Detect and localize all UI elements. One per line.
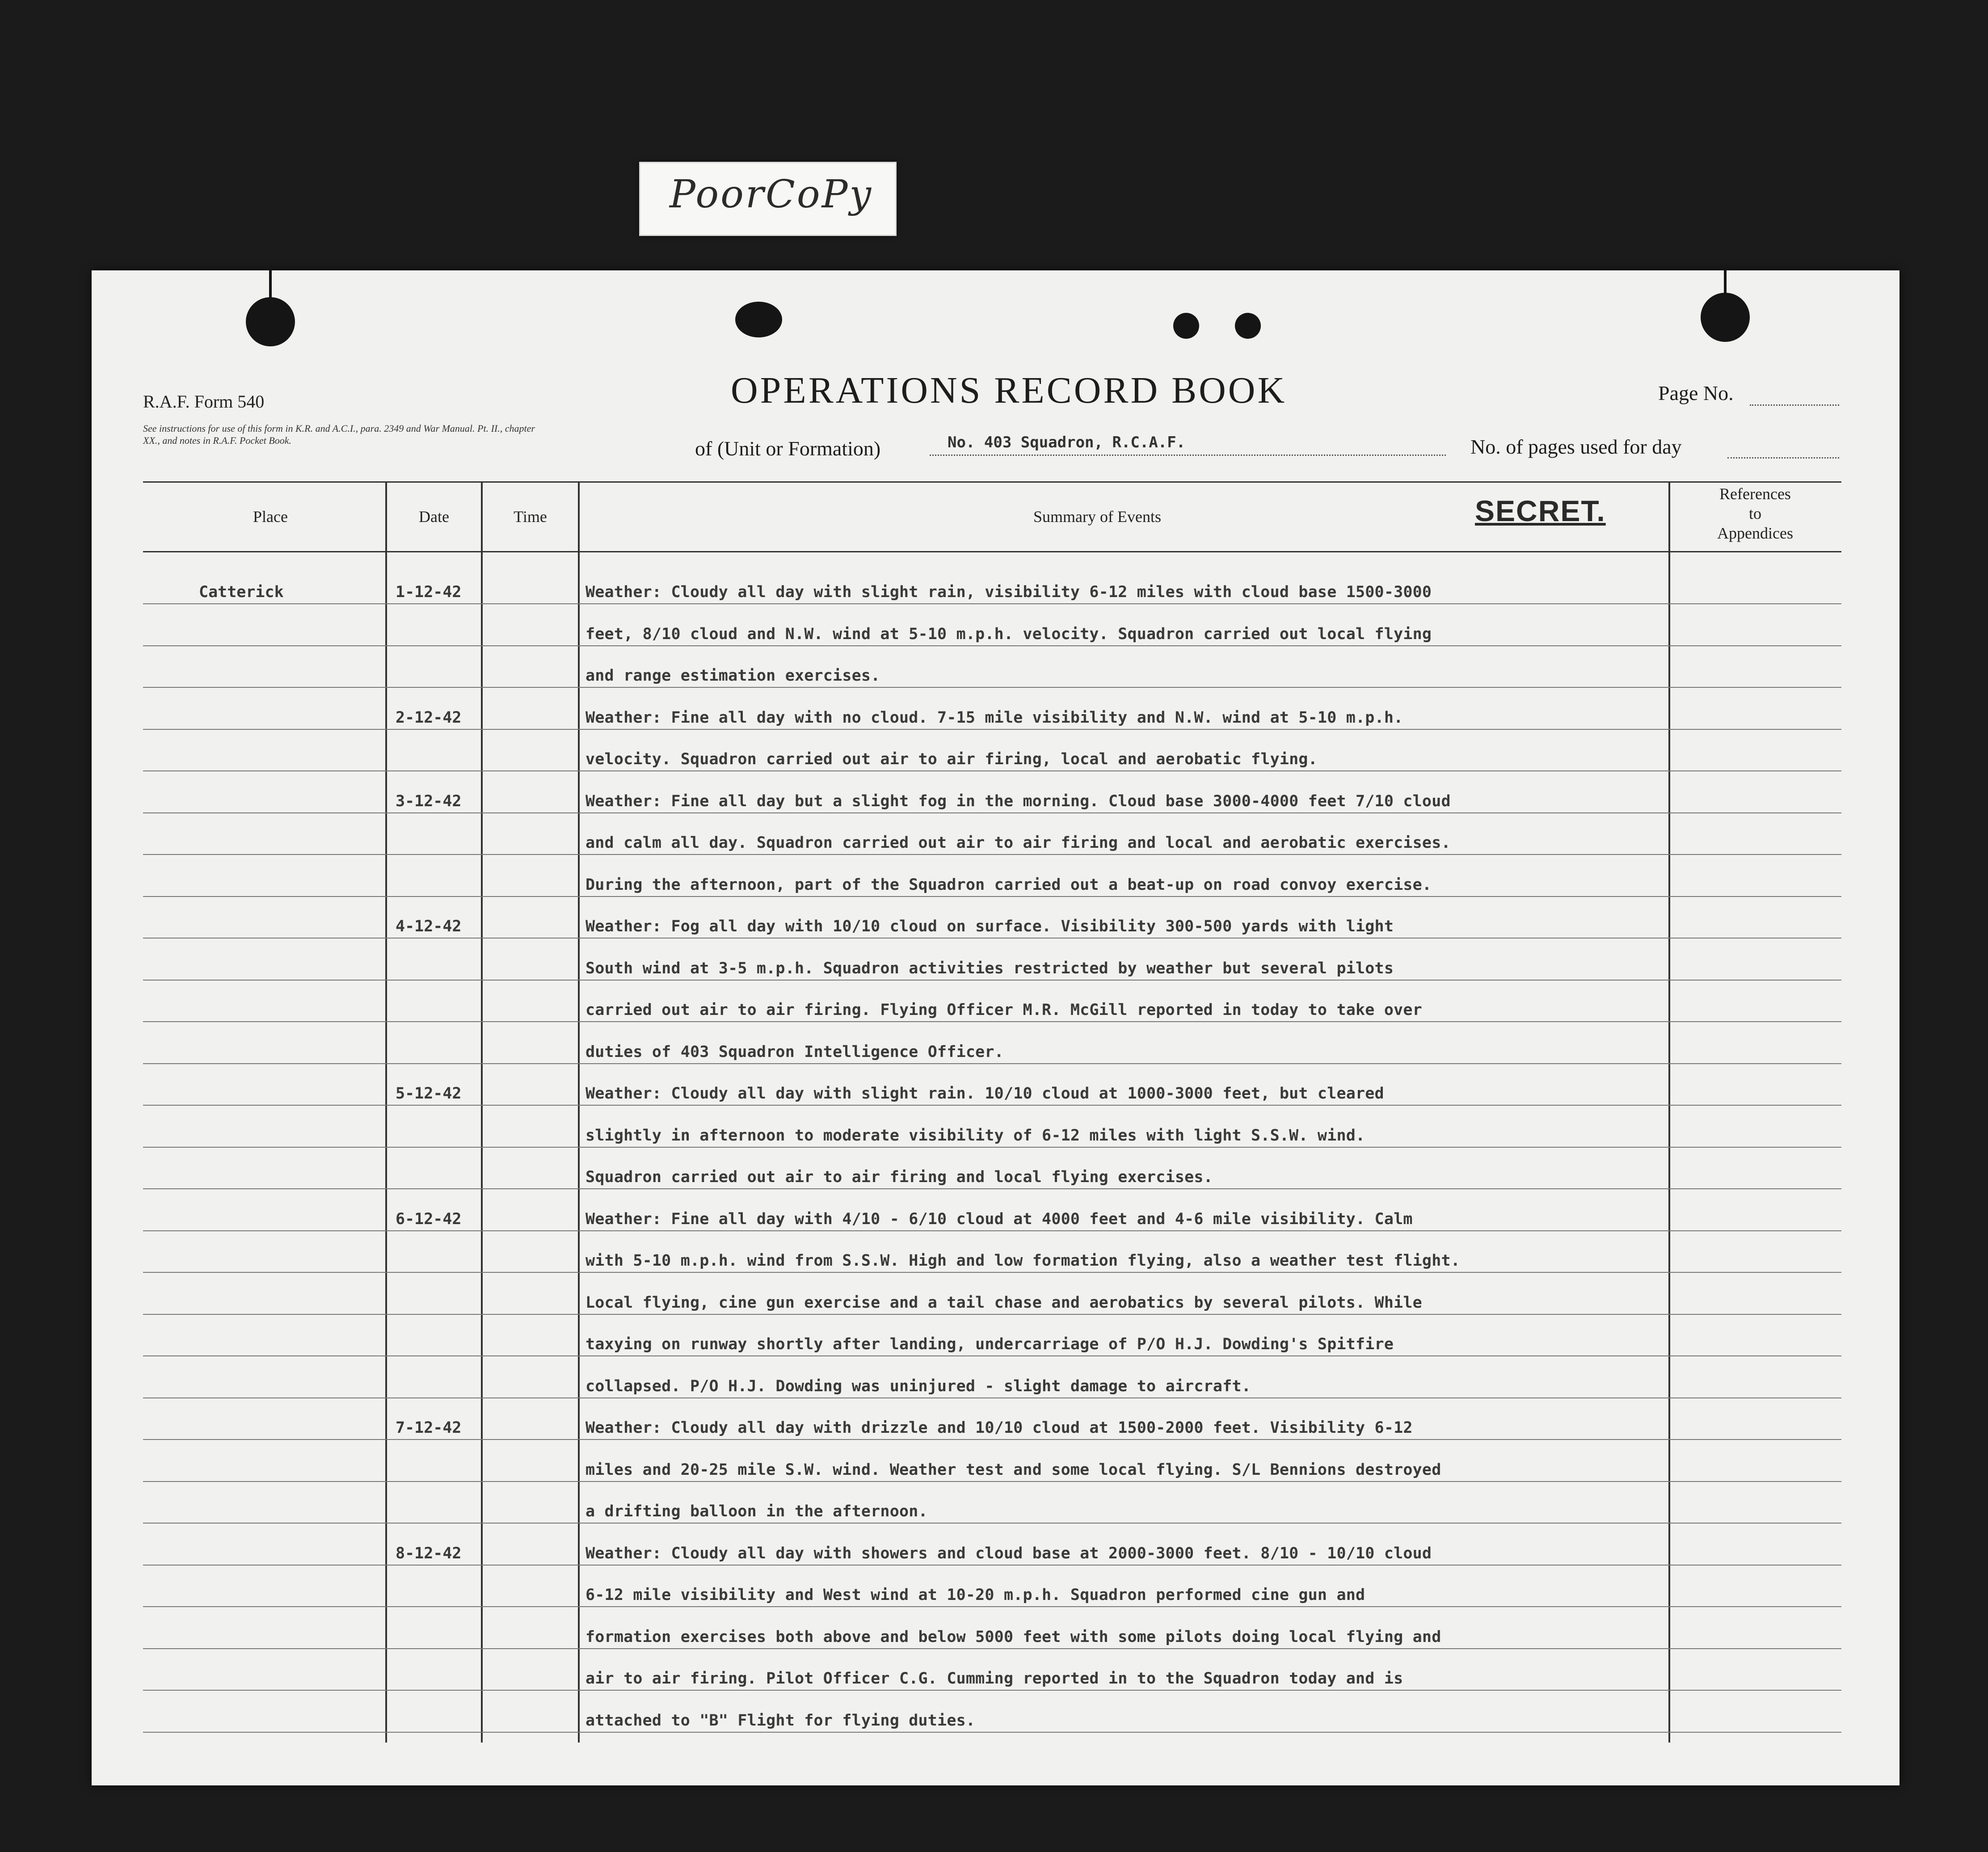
entry-summary-line: Weather: Cloudy all day with drizzle and 10/10 cloud at 1500-2000 feet. Visibility 6-12	[585, 1419, 1413, 1437]
ruled-line	[143, 1397, 1841, 1398]
ruled-line	[143, 1230, 1841, 1231]
ruled-line	[143, 1314, 1841, 1315]
entry-summary-line: South wind at 3-5 m.p.h. Squadron activities restricted by weather but several pilots	[585, 960, 1394, 977]
ruled-line	[143, 770, 1841, 771]
entry-summary-line: During the afternoon, part of the Squadron carried out a beat-up on road convoy exercise.	[585, 876, 1432, 894]
ruled-line	[143, 687, 1841, 688]
ink-spot	[1235, 313, 1261, 339]
entry-summary-line: carried out air to air firing. Flying Officer M.R. McGill reported in today to take over	[585, 1001, 1422, 1019]
binder-hole-left	[246, 297, 295, 346]
unit-value: No. 403 Squadron, R.C.A.F.	[930, 430, 1446, 456]
table-top-rule	[143, 481, 1841, 483]
ruled-line	[143, 1021, 1841, 1022]
entry-summary-line: formation exercises both above and below 5000 feet with some pilots doing local flying and	[585, 1628, 1441, 1646]
entry-summary-line: Weather: Fine all day but a slight fog in the morning. Cloud base 3000-4000 feet 7/10 cloud	[585, 792, 1451, 810]
page-title: OPERATIONS RECORD BOOK	[731, 370, 1287, 411]
entry-date: 3-12-42	[396, 792, 462, 810]
entry-summary-line: Weather: Cloudy all day with slight rain, visibility 6-12 miles with cloud base 1500-3000	[585, 583, 1432, 601]
ruled-line	[143, 1565, 1841, 1566]
entry-summary-line: Squadron carried out air to air firing and local flying exercises.	[585, 1168, 1213, 1186]
entry-summary-line: Weather: Fog all day with 10/10 cloud on surface. Visibility 300-500 yards with light	[585, 918, 1394, 935]
ink-blot	[735, 302, 782, 337]
form-instructions: See instructions for use of this form in K.R. and A.C.I., para. 2349 and War Manual. Pt. II., chapter XX., and notes in R.A.F. Pocket Book.	[143, 423, 535, 446]
entry-summary-line: slightly in afternoon to moderate visibility of 6-12 miles with light S.S.W. wind.	[585, 1127, 1365, 1145]
page-number-field	[1750, 404, 1839, 406]
entry-summary-line: collapsed. P/O H.J. Dowding was uninjured - slight damage to aircraft.	[585, 1377, 1251, 1395]
ink-spot	[1173, 313, 1199, 339]
ruled-line	[143, 1355, 1841, 1356]
ruled-line	[143, 1606, 1841, 1607]
entry-summary-line: Weather: Cloudy all day with slight rain. 10/10 cloud at 1000-3000 feet, but cleared	[585, 1085, 1384, 1103]
entry-summary-line: Local flying, cine gun exercise and a tail chase and aerobatics by several pilots. While	[585, 1294, 1422, 1312]
page-number-label: Page No.	[1658, 382, 1734, 404]
place-cell: Catterick	[199, 583, 284, 601]
entry-summary-line: Weather: Cloudy all day with showers and cloud base at 2000-3000 feet. 8/10 - 10/10 cloud	[585, 1545, 1432, 1562]
ruled-line	[143, 1272, 1841, 1273]
entry-summary-line: with 5-10 m.p.h. wind from S.S.W. High and low formation flying, also a weather test flight.	[585, 1252, 1461, 1270]
entry-summary-line: 6-12 mile visibility and West wind at 10-20 m.p.h. Squadron performed cine gun and	[585, 1586, 1365, 1604]
pages-used-label: No. of pages used for day	[1470, 435, 1682, 458]
ruled-line	[143, 603, 1841, 604]
entry-summary-line: taxying on runway shortly after landing, undercarriage of P/O H.J. Dowding's Spitfire	[585, 1335, 1394, 1353]
ruled-line	[143, 1523, 1841, 1524]
ruled-line	[143, 812, 1841, 813]
column-header-time: Time	[514, 508, 547, 526]
ruled-line	[143, 1063, 1841, 1064]
entry-summary-line: air to air firing. Pilot Officer C.G. Cumming reported in to the Squadron today and is	[585, 1670, 1403, 1688]
ruled-line	[143, 1732, 1841, 1733]
pages-used-field	[1727, 457, 1839, 459]
entry-date: 6-12-42	[396, 1210, 462, 1228]
column-header-summary: Summary of Events	[1033, 508, 1161, 526]
ruled-line	[143, 729, 1841, 730]
ruled-line	[143, 1481, 1841, 1482]
column-divider	[481, 481, 483, 1743]
classification-stamp: SECRET.	[1475, 494, 1606, 527]
ruled-line	[143, 645, 1841, 646]
entry-summary-line: and range estimation exercises.	[585, 667, 880, 685]
entry-date: 8-12-42	[396, 1545, 462, 1562]
entry-date: 2-12-42	[396, 709, 462, 727]
ruled-line	[143, 980, 1841, 981]
column-header-references	[1670, 484, 1840, 543]
unit-label: of (Unit or Formation)	[695, 437, 881, 460]
entry-date: 5-12-42	[396, 1085, 462, 1103]
entry-summary-line: and calm all day. Squadron carried out air to air firing and local and aerobatic exercises.	[585, 834, 1451, 852]
ruled-line	[143, 854, 1841, 855]
column-divider	[578, 481, 580, 1743]
references-header-line: References	[1719, 485, 1791, 503]
table-header-rule	[143, 551, 1841, 552]
entry-summary-line: Weather: Fine all day with no cloud. 7-15 mile visibility and N.W. wind at 5-10 m.p.h.	[585, 709, 1403, 727]
ruled-line	[143, 1439, 1841, 1440]
binder-hole-right	[1701, 293, 1750, 342]
form-number: R.A.F. Form 540	[143, 391, 265, 412]
column-divider	[1668, 481, 1670, 1743]
entry-summary-line: duties of 403 Squadron Intelligence Officer.	[585, 1043, 1004, 1061]
entry-summary-line: attached to "B" Flight for flying duties.	[585, 1712, 976, 1730]
ruled-line	[143, 938, 1841, 939]
entry-date: 4-12-42	[396, 918, 462, 935]
operations-record-page	[92, 270, 1900, 1785]
references-header-line: to	[1748, 505, 1761, 522]
ruled-line	[143, 1648, 1841, 1649]
entry-date: 7-12-42	[396, 1419, 462, 1437]
poor-copy-sticker	[639, 162, 897, 236]
entry-summary-line: miles and 20-25 mile S.W. wind. Weather test and some local flying. S/L Bennions destroyed	[585, 1461, 1441, 1479]
entry-summary-line: velocity. Squadron carried out air to air firing, local and aerobatic flying.	[585, 750, 1318, 768]
ruled-line	[143, 1147, 1841, 1148]
ruled-line	[143, 1690, 1841, 1691]
entry-summary-line: a drifting balloon in the afternoon.	[585, 1503, 928, 1520]
references-header-line: Appendices	[1717, 524, 1793, 542]
entry-summary-line: Weather: Fine all day with 4/10 - 6/10 cloud at 4000 feet and 4-6 mile visibility. Calm	[585, 1210, 1413, 1228]
ruled-line	[143, 1188, 1841, 1189]
column-divider	[385, 481, 387, 1743]
entry-date: 1-12-42	[396, 583, 462, 601]
ruled-line	[143, 1105, 1841, 1106]
ruled-line	[143, 896, 1841, 897]
entry-summary-line: feet, 8/10 cloud and N.W. wind at 5-10 m.p.h. velocity. Squadron carried out local flying	[585, 625, 1432, 643]
column-header-place: Place	[253, 508, 288, 526]
column-header-date: Date	[419, 508, 449, 526]
poor-copy-text: PoorCoPy	[670, 172, 873, 217]
